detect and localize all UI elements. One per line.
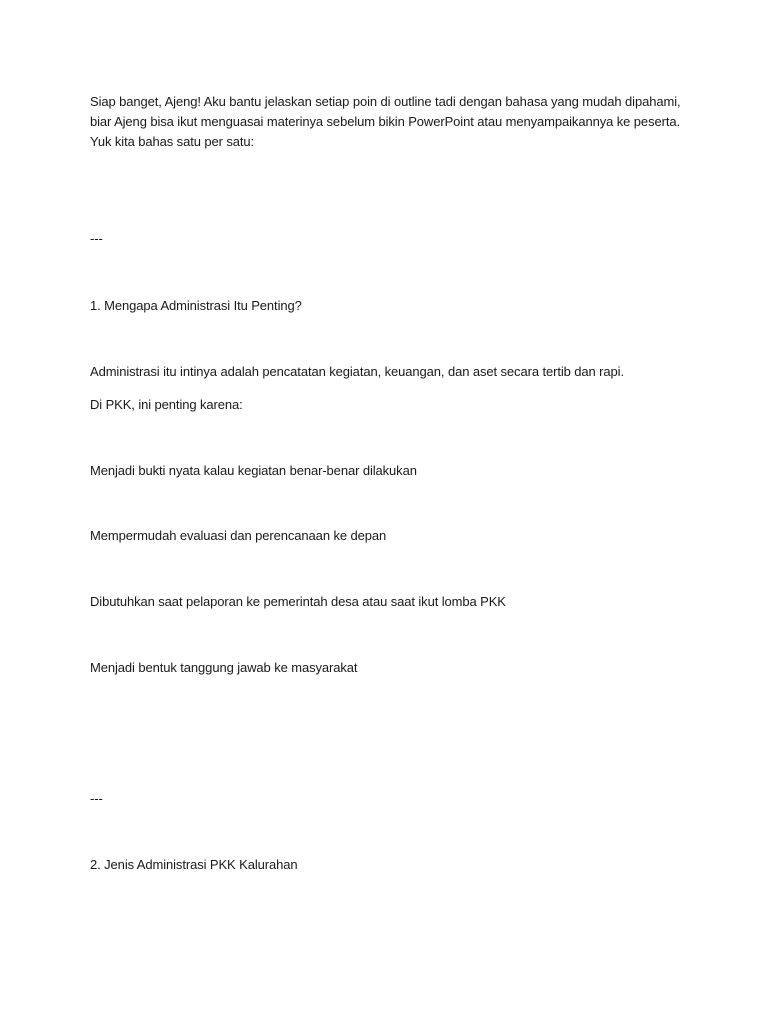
intro-line-2: biar Ajeng bisa ikut menguasai materinya sebelum bikin PowerPoint atau menyampaikannya ke peserta. [90,114,680,129]
section-1-heading: 1. Mengapa Administrasi Itu Penting? [90,298,302,313]
separator-2: --- [90,791,103,806]
separator-1: --- [90,231,103,246]
section-1-point-3: Dibutuhkan saat pelaporan ke pemerintah desa atau saat ikut lomba PKK [90,594,506,609]
section-1-lead-in: Di PKK, ini penting karena: [90,397,243,412]
intro-line-1: Siap banget, Ajeng! Aku bantu jelaskan setiap poin di outline tadi dengan bahasa yang mudah dipahami, [90,94,681,109]
intro-line-3: Yuk kita bahas satu per satu: [90,134,255,149]
section-1-definition: Administrasi itu intinya adalah pencatatan kegiatan, keuangan, dan aset secara tertib dan rapi. [90,364,624,379]
section-1-point-1: Menjadi bukti nyata kalau kegiatan benar-benar dilakukan [90,463,417,478]
section-2-heading: 2. Jenis Administrasi PKK Kalurahan [90,857,298,872]
section-1-point-2: Mempermudah evaluasi dan perencanaan ke depan [90,528,387,543]
section-1-point-4: Menjadi bentuk tanggung jawab ke masyarakat [90,660,358,675]
